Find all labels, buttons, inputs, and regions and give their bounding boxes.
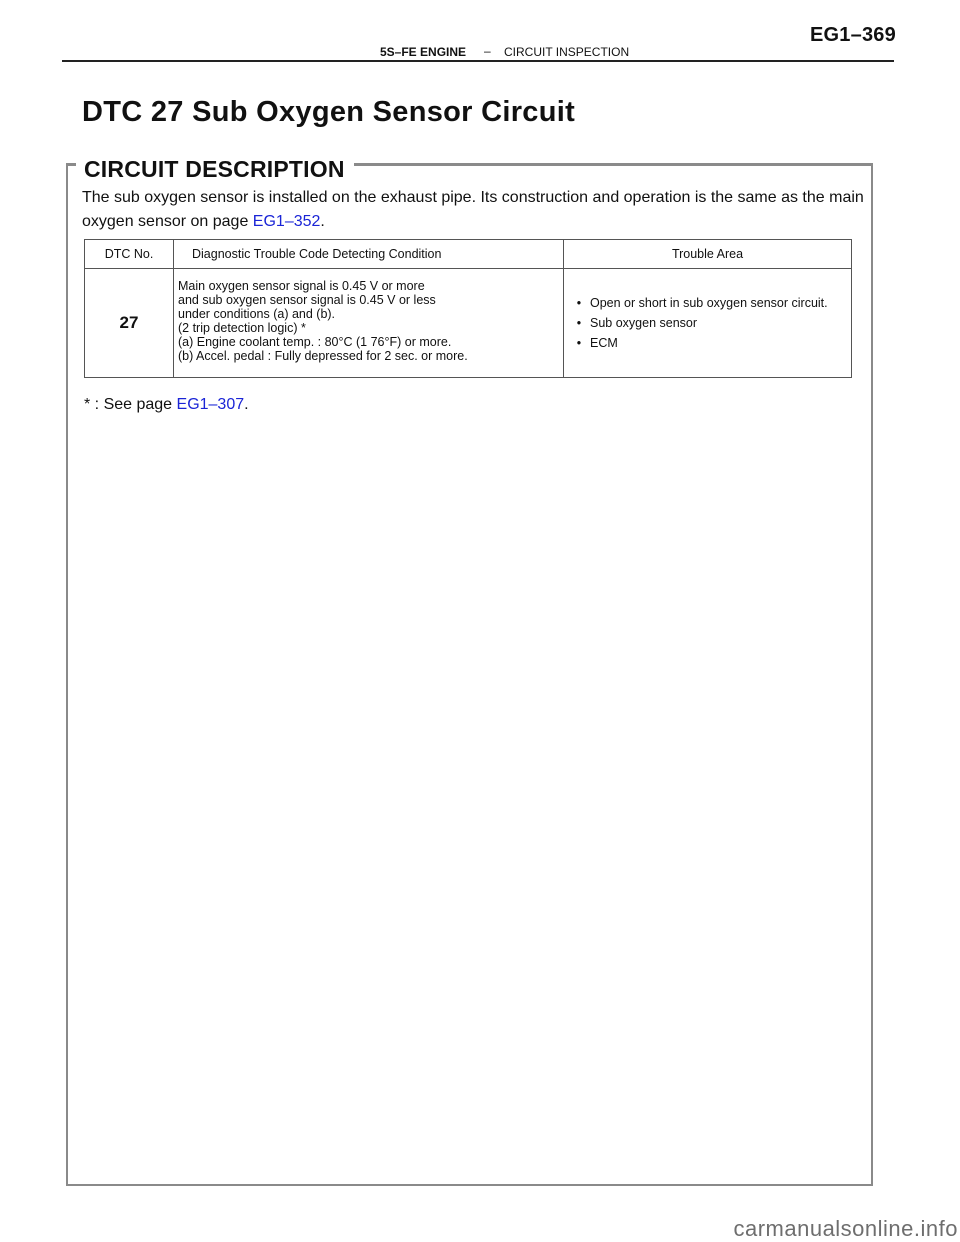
header-dtc-no: DTC No. [85,240,174,269]
condition-line: and sub oxygen sensor signal is 0.45 V or less [178,293,436,307]
dtc-code: 27 [85,269,174,378]
trouble-area-item: Sub oxygen sensor [590,316,698,330]
description-text-part2: . [320,213,325,230]
condition-line: (2 trip detection logic) * [178,321,306,335]
footnote-page-link[interactable]: EG1–307 [176,396,245,413]
detecting-condition-cell [174,269,564,378]
footnote [84,396,249,414]
dtc-table-header-row [85,240,852,269]
condition-line: (b) Accel. pedal : Fully depressed for 2 sec. or more. [178,349,468,363]
list-item [568,333,851,353]
footnote-suffix: . [244,396,249,413]
header-separator: – [484,44,491,58]
watermark: carmanualsonline.info [733,1216,958,1241]
bullet-icon: • [576,316,582,330]
footnote-prefix: * : See page [84,396,177,413]
table-row [85,269,852,378]
trouble-area-cell [564,269,852,378]
trouble-area-list [564,293,851,353]
list-item [568,293,851,313]
description-text-part1: The sub oxygen sensor is installed on the exhaust pipe. Its construction and operation is the same as the main oxygen sensor on page [82,189,864,230]
bullet-icon: • [576,336,582,350]
bullet-icon: • [576,296,582,310]
condition-line: Main oxygen sensor signal is 0.45 V or more [178,279,425,293]
header-rule [62,60,894,62]
header-page-code: EG1–369 [810,24,896,46]
circuit-description-text [82,186,872,234]
frame-top-right [354,163,873,166]
trouble-area-item: ECM [590,336,618,350]
description-page-link[interactable]: EG1–352 [252,213,321,230]
trouble-area-item: Open or short in sub oxygen sensor circuit. [590,296,828,310]
section-heading: CIRCUIT DESCRIPTION [84,156,345,182]
condition-line: under conditions (a) and (b). [178,307,336,321]
dtc-table [84,239,852,378]
header-detecting-condition: Diagnostic Trouble Code Detecting Condition [174,240,564,269]
header-subsection: CIRCUIT INSPECTION [504,45,630,59]
page-title: DTC 27 Sub Oxygen Sensor Circuit [82,96,576,128]
header-section-title: 5S–FE ENGINE [380,45,467,59]
condition-line: (a) Engine coolant temp. : 80°C (1 76°F) or more. [178,335,452,349]
frame-top-left [66,163,76,166]
list-item [568,313,851,333]
header-trouble-area: Trouble Area [564,240,852,269]
